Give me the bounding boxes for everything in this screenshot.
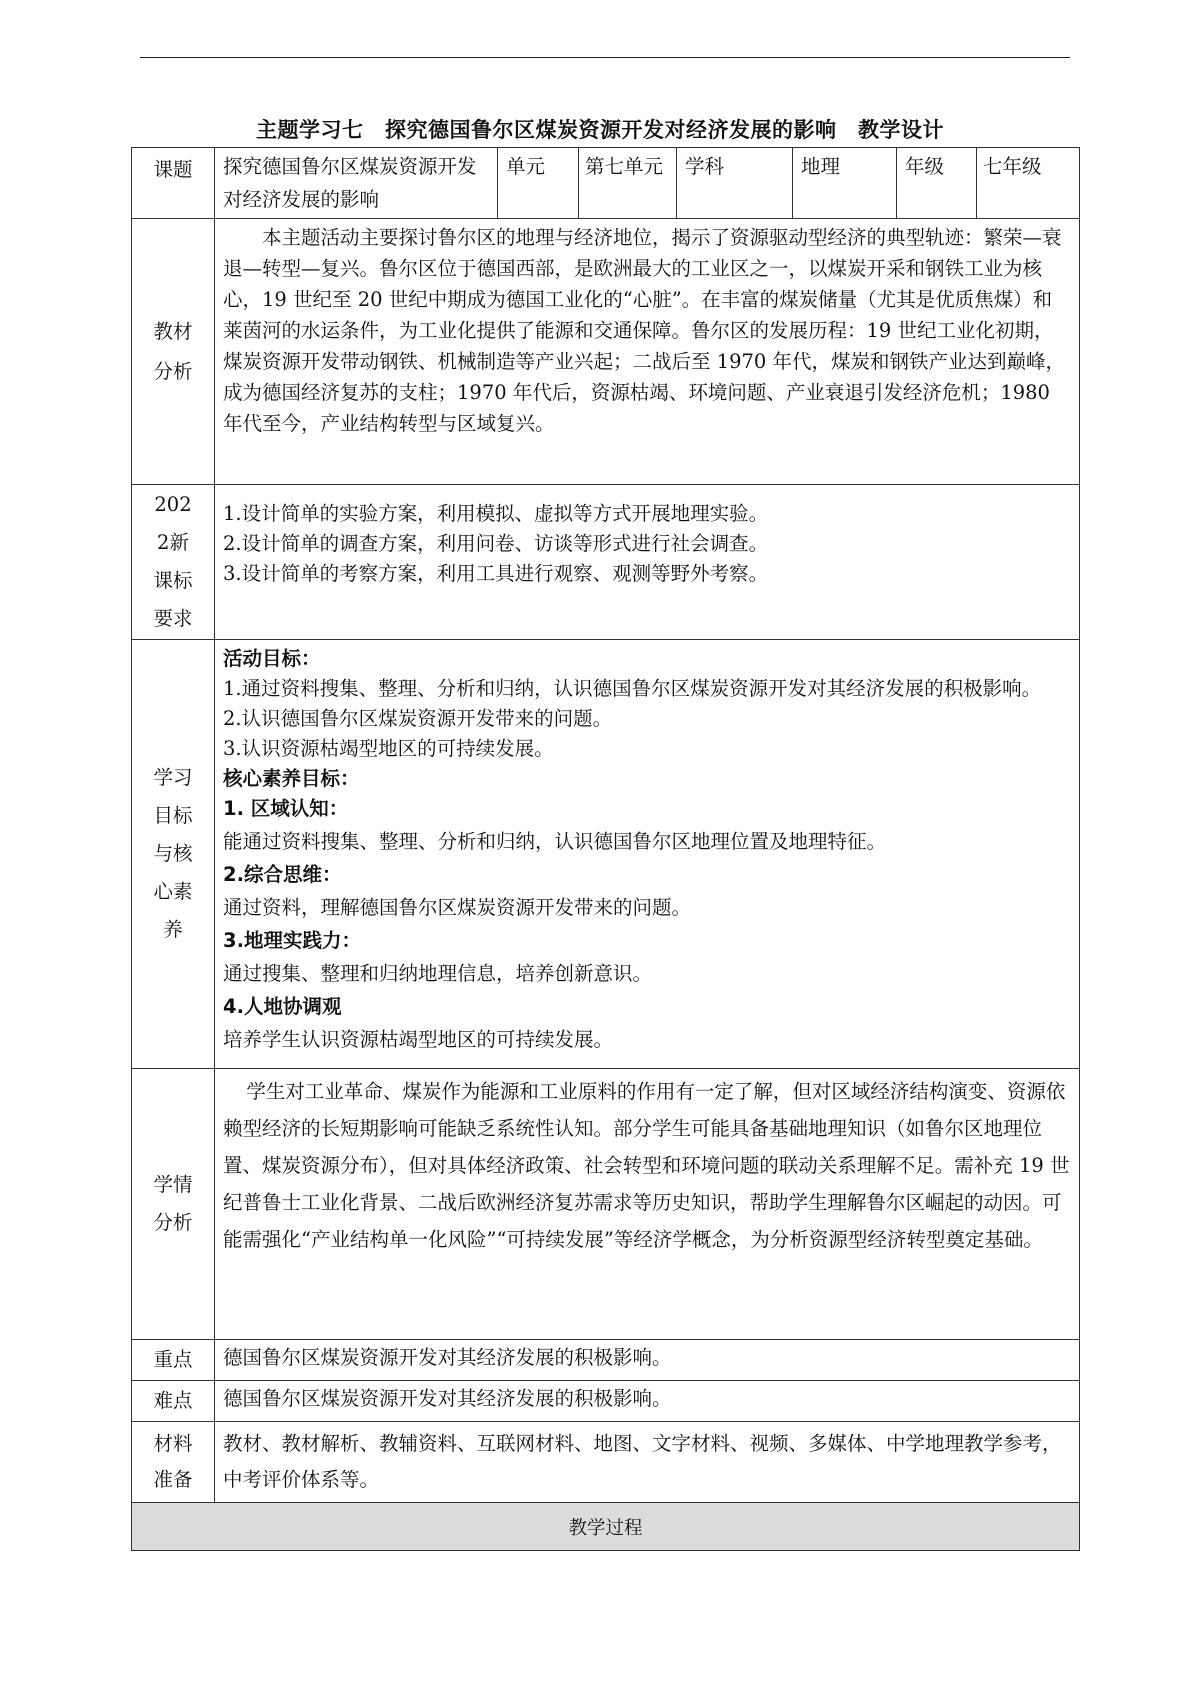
students-text: 学生对工业革命、煤炭作为能源和工业原料的作用有一定了解，但对区域经济结构演变、资源依赖型经济的长短期影响可能缺乏系统性认知。部分学生可能具备基础地理知识（如鲁尔区地理位置、煤炭资源分布），但对具体经济政策、社会转型和环境问题的联动关系理解不足。需补充 19 世纪普鲁士工业化背景、二战后欧洲经济复苏需求等历史知识，帮助学生理解鲁尔区崛起的动因。可能需强化“产业结构单一化风险”“可持续发展”等经济学概念，为分析资源型经济转型奠定基础。 bbox=[223, 1080, 1070, 1251]
unit-value: 第七单元 bbox=[579, 148, 677, 219]
goals-row bbox=[132, 640, 1080, 1069]
key-point-text: 德国鲁尔区煤炭资源开发对其经济发展的积极影响。 bbox=[215, 1340, 1080, 1381]
subject-label: 学科 bbox=[677, 148, 793, 219]
difficulty-row bbox=[132, 1381, 1080, 1422]
textbook-row bbox=[132, 219, 1080, 485]
key-point-row bbox=[132, 1340, 1080, 1381]
core-goal-text-1: 能通过资料搜集、整理、分析和归纳，认识德国鲁尔区地理位置及地理特征。 bbox=[223, 830, 887, 853]
textbook-label-text: 教材分析 bbox=[153, 319, 193, 383]
activity-goal-2: 2.认识德国鲁尔区煤炭资源开发带来的问题。 bbox=[223, 707, 613, 730]
standard-item-2: 2.设计简单的调查方案，利用问卷、访谈等形式进行社会调查。 bbox=[223, 532, 769, 555]
core-goal-text-2: 通过资料，理解德国鲁尔区煤炭资源开发带来的问题。 bbox=[223, 896, 692, 919]
standard-cell bbox=[215, 485, 1080, 640]
key-point-label: 重点 bbox=[132, 1340, 215, 1381]
students-label-text: 学情分析 bbox=[153, 1173, 193, 1234]
difficulty-label: 难点 bbox=[132, 1381, 215, 1422]
difficulty-text: 德国鲁尔区煤炭资源开发对其经济发展的积极影响。 bbox=[215, 1381, 1080, 1422]
grade-label: 年级 bbox=[897, 148, 977, 219]
materials-row bbox=[132, 1422, 1080, 1503]
core-goal-heading-4: 4.人地协调观 bbox=[223, 995, 342, 1018]
students-cell bbox=[215, 1069, 1080, 1340]
textbook-text: 本主题活动主要探讨鲁尔区的地理与经济地位，揭示了资源驱动型经济的典型轨迹：繁荣—衰退—转型—复兴。鲁尔区位于德国西部，是欧洲最大的工业区之一，以煤炭开采和钢铁工业为核心，19 世纪至 20 世纪中期成为德国工业化的“心脏”。在丰富的煤炭储量（尤其是优质焦煤）和莱茵河的水运条件，为工业化提供了能源和交通保障。鲁尔区的发展历程：19 世纪工业化初期，煤炭资源开发带动钢铁、机械制造等产业兴起；二战后至 1970 年代，煤炭和钢铁产业达到巅峰，成为德国经济复苏的支柱；1970 年代后，资源枯竭、环境问题、产业衰退引发经济危机；1980 年代至今，产业结构转型与区域复兴。 bbox=[223, 226, 1066, 435]
students-label bbox=[132, 1069, 215, 1340]
goals-cell bbox=[215, 640, 1080, 1069]
materials-label-text: 材料准备 bbox=[153, 1432, 193, 1491]
process-row bbox=[132, 1503, 1080, 1551]
materials-text: 教材、教材解析、教辅资料、互联网材料、地图、文字材料、视频、多媒体、中学地理教学参考，中考评价体系等。 bbox=[215, 1422, 1080, 1503]
standard-label bbox=[132, 485, 215, 640]
activity-goal-1: 1.通过资料搜集、整理、分析和归纳，认识德国鲁尔区煤炭资源开发对其经济发展的积极影响。 bbox=[223, 677, 1042, 700]
goals-label bbox=[132, 640, 215, 1069]
core-goals-heading: 核心素养目标： bbox=[223, 767, 360, 790]
standard-row bbox=[132, 485, 1080, 640]
document-title: 主题学习七 探究德国鲁尔区煤炭资源开发对经济发展的影响 教学设计 bbox=[256, 118, 944, 142]
subject-value: 地理 bbox=[793, 148, 897, 219]
lesson-plan-table bbox=[131, 147, 1080, 1551]
textbook-label bbox=[132, 219, 215, 485]
students-row bbox=[132, 1069, 1080, 1340]
teaching-process-header: 教学过程 bbox=[132, 1503, 1080, 1551]
materials-label bbox=[132, 1422, 215, 1503]
goals-label-text: 学习目标与核心素养 bbox=[153, 766, 193, 941]
core-goal-heading-1: 1. 区域认知： bbox=[223, 797, 349, 820]
header-row bbox=[132, 148, 1080, 219]
header-rule bbox=[140, 57, 1070, 58]
core-goal-heading-2: 2.综合思维： bbox=[223, 863, 342, 886]
activity-goal-3: 3.认识资源枯竭型地区的可持续发展。 bbox=[223, 737, 554, 760]
core-goal-heading-3: 3.地理实践力： bbox=[223, 929, 361, 952]
core-goal-text-4: 培养学生认识资源枯竭型地区的可持续发展。 bbox=[223, 1028, 614, 1051]
textbook-cell bbox=[215, 219, 1080, 485]
standard-item-1: 1.设计简单的实验方案，利用模拟、虚拟等方式开展地理实验。 bbox=[223, 502, 769, 525]
topic-label: 课题 bbox=[132, 148, 215, 219]
core-goal-text-3: 通过搜集、整理和归纳地理信息，培养创新意识。 bbox=[223, 962, 653, 985]
unit-label: 单元 bbox=[498, 148, 579, 219]
activity-goals-heading: 活动目标： bbox=[223, 647, 321, 670]
standard-item-3: 3.设计简单的考察方案，利用工具进行观察、观测等野外考察。 bbox=[223, 562, 769, 585]
topic-value: 探究德国鲁尔区煤炭资源开发对经济发展的影响 bbox=[215, 148, 498, 219]
standard-label-text: 2022新课标要求 bbox=[153, 493, 193, 630]
grade-value: 七年级 bbox=[977, 148, 1080, 219]
